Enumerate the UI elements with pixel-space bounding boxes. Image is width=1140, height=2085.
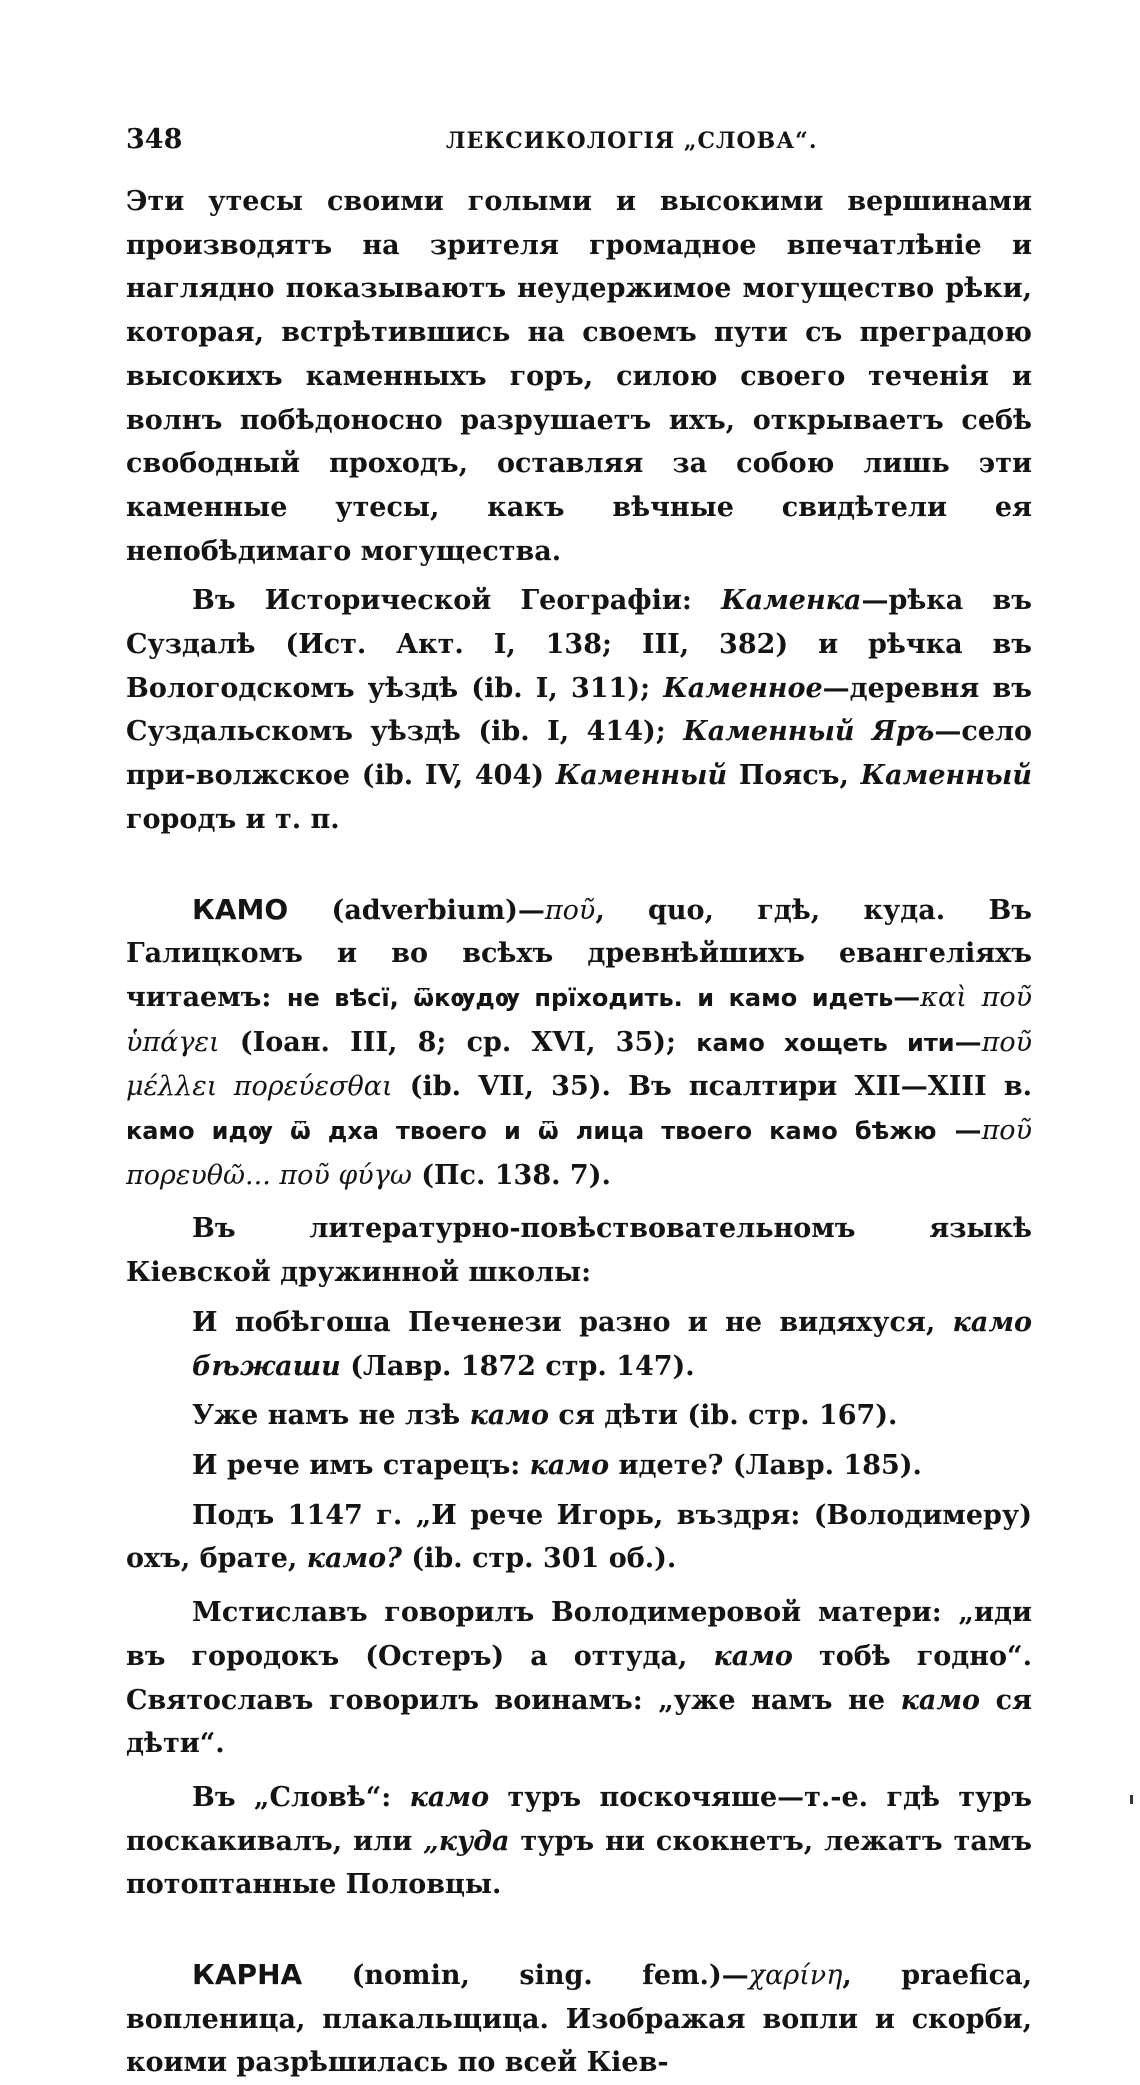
text-run: идете? (Лавр. 185). [609, 1449, 922, 1481]
text-run: (nomin, sing. fem.)— [302, 1960, 749, 1992]
paragraph-utesy: Эти утесы своими голыми и высокими вершинами производятъ на зрителя громадное впечатлѣніе и наглядно показываютъ неудержимое могущество рѣки, которая, встрѣтившись на своемъ пути съ преградою высокихъ каменныхъ горъ, силою своего теченія и волнъ побѣдоносно разрушаетъ ихъ, открываетъ себѣ свободный проходъ, оставляя за собою лишь эти каменные утесы, какъ вѣчные свидѣтели ея непобѣдимаго могущества. [126, 186, 1032, 567]
term-kamo: камо? [306, 1543, 402, 1575]
text-run: Уже намъ не лзѣ [192, 1400, 470, 1432]
text-run: , quo, гдѣ, куда. Въ Галицкомъ и во всѣхъ древнѣйшихъ евангеліяхъ читаемъ: [126, 894, 1032, 1013]
text-run: (Іоан. III, 8; ср. XVI, 35); [219, 1026, 697, 1058]
text-run: Въ „Словѣ“: [192, 1781, 410, 1813]
headword-karna: КАРНА [192, 1958, 303, 1992]
paragraph-mstislav [126, 1591, 1032, 1766]
quote-pechenezi [126, 1301, 1032, 1388]
text-run: —село при-волжское (ib. IV, 404) [126, 716, 1033, 792]
term-kamo: камо [529, 1449, 610, 1481]
slavonic-quote: камо идѹ ѿ дха твоего и ѿ лица твоего камо бѣжю [126, 1117, 937, 1146]
text-run: И рече имъ старецъ: [192, 1449, 530, 1481]
text-run: Подъ 1147 г. „И рече Игорь, въздря: (Володимеру) охъ, брате, [126, 1499, 1032, 1575]
text-run: Въ Исторической Географіи: [192, 585, 722, 617]
text-run: туръ поскочяше—т.-е. гдѣ туръ поскакивалъ, или [126, 1781, 1032, 1857]
quote-igor [126, 1494, 1032, 1581]
text-run: (Лавр. 1872 стр. 147). [340, 1350, 695, 1382]
term-kamenka: Каменка [721, 585, 862, 617]
text-run: тобѣ годно“. Святославъ говорилъ воинамъ: „уже намъ не [126, 1640, 1032, 1716]
page-number: 348 [126, 124, 183, 155]
text-run: (adverbium)— [288, 894, 545, 926]
text-run: — [936, 1115, 982, 1147]
text-run: — [893, 981, 921, 1013]
term-kamennyi-yar: Каменный Яръ [683, 716, 935, 748]
term-kamennoe: Каменное [663, 672, 823, 704]
page-header [126, 124, 1026, 164]
text-run: (ib. стр. 301 об.). [401, 1543, 677, 1575]
greek-quote: καὶ ποῦ ὑπάγει [126, 981, 1032, 1058]
term-kamo: камо [900, 1684, 981, 1716]
greek-quote: χαρίνη [748, 1960, 843, 1992]
text-run: — [954, 1026, 982, 1058]
paragraph-literary-language: Въ литературно-повѣствовательномъ языкѣ Кіевской дружинной школы: [126, 1213, 1032, 1289]
text-run: Мстиславъ говорилъ Володимеровой матери: „иди въ городокъ (Остеръ) а оттуда, [126, 1597, 1032, 1672]
text-run: ся дѣти“. [126, 1684, 1032, 1760]
term-kamo: камо [409, 1781, 490, 1813]
text-run: —рѣка въ Суздалѣ (Ист. Акт. I, 138; III, 382) и рѣчка въ Вологодскомъ уѣздѣ (ib. I, 311); [126, 585, 1032, 704]
quote-starets [126, 1444, 1032, 1488]
term-kamennyi: Каменный [860, 760, 1032, 792]
text-run: Поясъ, [727, 760, 861, 792]
greek-quote: ποῦ πορευθῶ... ποῦ φύγω [126, 1115, 1032, 1191]
margin-mark [1130, 1795, 1133, 1804]
page-body [126, 180, 1032, 2085]
headword-kamo: КАМО [192, 892, 289, 926]
text-run: городъ и т. п. [126, 803, 340, 835]
greek-quote: ποῦ μέλλει πορεύεσθαι [126, 1026, 1033, 1103]
text-run: (ib. VII, 35). Въ псалтири XII—XIII в. [392, 1071, 1032, 1103]
term-kuda: „куда [423, 1825, 510, 1857]
paragraph-historical-geography [126, 579, 1032, 841]
text-run: туръ ни скокнетъ, лежатъ тамъ потоптанные Половцы. [126, 1825, 1032, 1901]
entry-karna [126, 1953, 1032, 2085]
paragraph-slovo [126, 1776, 1032, 1907]
text-run: —деревня въ Суздальскомъ уѣздѣ (ib. I, 414); [126, 672, 1032, 748]
term-kamo: камо бѣжаши [192, 1306, 1032, 1382]
term-kamennyi: Каменный [555, 760, 728, 792]
text-run: (Пс. 138. 7). [411, 1159, 611, 1191]
term-kamo: камо [713, 1640, 793, 1672]
text-run: , praefica, вопленица, плакальщица. Изображая вопли и скорби, коими разрѣшилась по всей Кіев- [126, 1960, 1033, 2079]
text-run: ся дѣти (ib. стр. 167). [549, 1400, 898, 1432]
greek-quote: ποῦ [544, 894, 596, 926]
quote-uzhe-nam [126, 1394, 1032, 1438]
running-title: ЛЕКСИКОЛОГІЯ „СЛОВА“. [446, 128, 818, 154]
slavonic-quote: не вѣсї, ѿкѹдѹ прїходить. и камо идеть [286, 983, 894, 1012]
entry-kamo [126, 888, 1032, 1198]
term-kamo: камо [469, 1400, 550, 1432]
slavonic-quote: камо хощеть ити [696, 1028, 955, 1057]
text-run: И побѣгоша Печенези разно и не видяхуся, [192, 1306, 953, 1338]
